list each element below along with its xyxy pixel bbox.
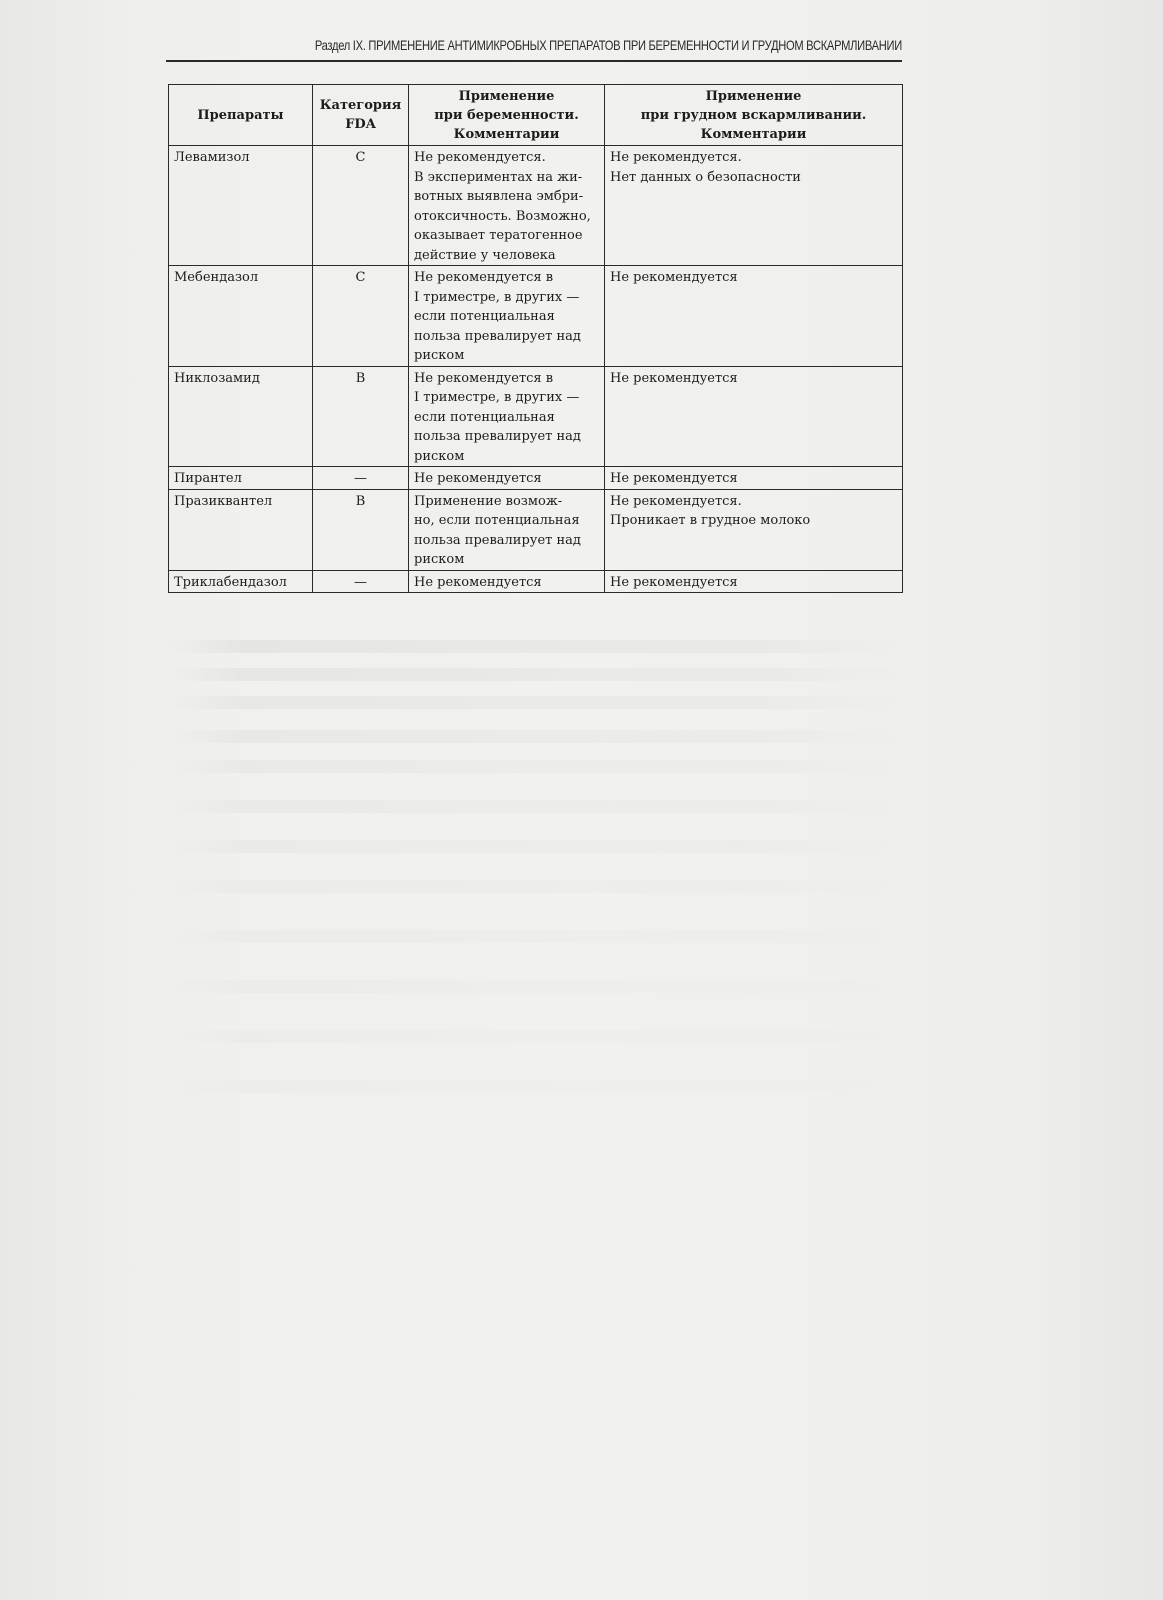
bleed-through-line: [168, 980, 902, 993]
table-row: [169, 489, 903, 570]
cell-lactation: Не рекомендуется: [605, 366, 903, 467]
table-row: [169, 366, 903, 467]
header-fda-category: Категория FDA: [313, 85, 409, 146]
running-head: Раздел IX. ПРИМЕНЕНИЕ АНТИМИКРОБНЫХ ПРЕПАРАТОВ ПРИ БЕРЕМЕННОСТИ И ГРУДНОМ ВСКАРМЛИВАНИИ: [314, 38, 902, 53]
table-row: [169, 467, 903, 490]
cell-pregnancy: Не рекомендуется: [409, 467, 605, 490]
cell-lactation: Не рекомендуется: [605, 570, 903, 593]
cell-lactation: Не рекомендуется: [605, 266, 903, 367]
bleed-through-line: [168, 840, 902, 853]
cell-lactation: Не рекомендуется: [605, 467, 903, 490]
bleed-through-line: [168, 640, 902, 653]
cell-pregnancy: Не рекомендуется: [409, 570, 605, 593]
cell-lactation: Не рекомендуется. Нет данных о безопасности: [605, 146, 903, 266]
cell-pregnancy: Не рекомендуется в I триместре, в других — если потенциальная польза превалирует над риском: [409, 366, 605, 467]
bleed-through-line: [168, 668, 902, 681]
cell-fda: —: [313, 570, 409, 593]
cell-fda: —: [313, 467, 409, 490]
table-row: [169, 146, 903, 266]
bleed-through-line: [168, 800, 902, 813]
bleed-through-line: [168, 930, 902, 943]
table-row: [169, 266, 903, 367]
cell-fda: B: [313, 489, 409, 570]
anthelmintics-table: [168, 84, 903, 593]
cell-pregnancy: Не рекомендуется в I триместре, в других — если потенциальная польза превалирует над риском: [409, 266, 605, 367]
cell-drug: Мебендазол: [169, 266, 313, 367]
cell-fda: B: [313, 366, 409, 467]
cell-pregnancy: Не рекомендуется. В экспериментах на жи- вотных выявлена эмбри- отоксичность. Возможно, оказывает тератогенное действие у человека: [409, 146, 605, 266]
bleed-through-line: [168, 760, 902, 773]
bleed-through-line: [168, 1030, 902, 1043]
bleed-through-line: [168, 1080, 902, 1093]
bleed-through-line: [168, 696, 902, 709]
cell-pregnancy: Применение возмож- но, если потенциальная польза превалирует над риском: [409, 489, 605, 570]
cell-drug: Триклабендазол: [169, 570, 313, 593]
cell-drug: Левамизол: [169, 146, 313, 266]
cell-drug: Пирантел: [169, 467, 313, 490]
cell-drug: Никлозамид: [169, 366, 313, 467]
table-header-row: [169, 85, 903, 146]
bleed-through-line: [168, 880, 902, 893]
cell-fda: C: [313, 266, 409, 367]
cell-lactation: Не рекомендуется. Проникает в грудное молоко: [605, 489, 903, 570]
cell-drug: Празиквантел: [169, 489, 313, 570]
header-lactation: Применение при грудном вскармливании. Комментарии: [605, 85, 903, 146]
header-drug: Препараты: [169, 85, 313, 146]
cell-fda: C: [313, 146, 409, 266]
bleed-through-line: [168, 730, 902, 743]
header-rule: [166, 60, 902, 62]
header-pregnancy: Применение при беременности. Комментарии: [409, 85, 605, 146]
table-row: [169, 570, 903, 593]
